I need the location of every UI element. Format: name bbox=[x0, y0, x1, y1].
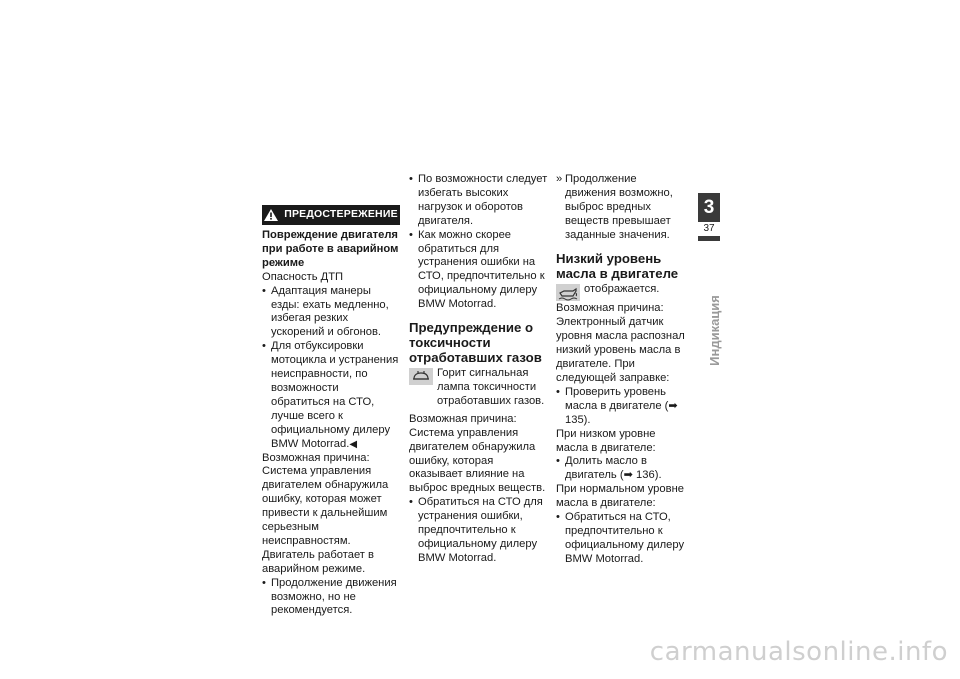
warning-triangle-icon bbox=[264, 209, 278, 221]
chapter-tab bbox=[698, 193, 720, 241]
bullet-list bbox=[409, 496, 549, 566]
oil-level-icon bbox=[556, 284, 580, 301]
warning-title: Повреждение двигателя при работе в аварийном режиме bbox=[262, 229, 399, 269]
continue-arrow-icon: » bbox=[556, 173, 563, 185]
lamp-text: отображается. bbox=[584, 282, 660, 295]
section-heading: Низкий уровень масла в двигателе bbox=[556, 250, 679, 281]
warning-banner bbox=[262, 205, 400, 225]
bullet-list bbox=[262, 577, 400, 619]
end-mark-icon: ◀ bbox=[349, 438, 358, 450]
exhaust-warning-icon bbox=[409, 368, 433, 385]
column-1 bbox=[262, 205, 400, 618]
bullet-list bbox=[409, 173, 549, 312]
list-item: • Продолжение движения возможно, но не рекомендуется. bbox=[262, 577, 400, 619]
list-item: • Для отбуксировки мотоцикла и устранения неисправности, по возможности обратиться на СТО, лучше всего к официальному дилеру BMW Motorrad.◀ bbox=[262, 340, 400, 451]
cause-text: Система управления двигателем обнаружила ошибку, которая оказывает влияние на выброс вредных веществ. bbox=[409, 426, 546, 495]
list-item: • Обратиться на СТО, предпочтительно к официальному дилеру BMW Motorrad. bbox=[556, 511, 690, 567]
lamp-row bbox=[409, 367, 549, 409]
column-3 bbox=[556, 173, 690, 567]
warning-label: ПРЕДОСТЕРЕЖЕНИЕ bbox=[284, 208, 398, 221]
cause-label: Возможная причина: bbox=[556, 302, 664, 315]
lamp-text: Горит сигнальная лампа токсичности отработавших газов. bbox=[437, 367, 545, 407]
bullet-list bbox=[556, 386, 690, 428]
chapter-number: 3 bbox=[703, 197, 715, 218]
cause-text: Система управления двигателем обнаружила ошибку, которая может привести к дальнейшим серьезным неисправностям. Двигатель работает в аварийном режиме. bbox=[262, 465, 389, 575]
column-2 bbox=[409, 173, 549, 566]
low-level-label: При низком уровне масла в двигателе: bbox=[556, 427, 656, 454]
chapter-title: Индикация bbox=[706, 294, 722, 366]
cause-label: Возможная причина: bbox=[262, 451, 370, 464]
lamp-row bbox=[556, 283, 690, 297]
list-item: • Обратиться на СТО для устранения ошибки, предпочтительно к официальному дилеру BMW Motorrad. bbox=[409, 496, 549, 566]
list-item: • По возможности следует избегать высоких нагрузок и оборотов двигателя. bbox=[409, 173, 549, 229]
bullet-list bbox=[556, 455, 690, 483]
danger-text: Опасность ДТП bbox=[262, 270, 344, 283]
list-item: • Проверить уровень масла в двигателе (➡ 135). bbox=[556, 386, 690, 428]
cause-text: Электронный датчик уровня масла распознал низкий уровень масла в двигателе. При следующей заправке: bbox=[556, 316, 685, 384]
cause-label: Возможная причина: bbox=[409, 412, 517, 425]
continuation-text: » Продолжение движения возможно, выброс вредных веществ превышает заданные значения. bbox=[556, 173, 673, 241]
section-heading: Предупреждение о токсичности отработавших газов bbox=[409, 320, 542, 366]
bullet-list bbox=[556, 511, 690, 567]
page-number: 37 bbox=[698, 222, 720, 236]
list-item: • Долить масло в двигатель (➡ 136). bbox=[556, 455, 690, 483]
normal-level-label: При нормальном уровне масла в двигателе: bbox=[556, 483, 684, 510]
list-item: • Как можно скорее обратиться для устранения ошибки на СТО, предпочтительно к официальному дилеру BMW Motorrad. bbox=[409, 229, 549, 312]
bullet-list bbox=[262, 285, 400, 452]
list-item: • Адаптация манеры езды: ехать медленно, избегая резких ускорений и обгонов. bbox=[262, 285, 400, 341]
watermark: carmanualsonline.info bbox=[649, 637, 948, 667]
